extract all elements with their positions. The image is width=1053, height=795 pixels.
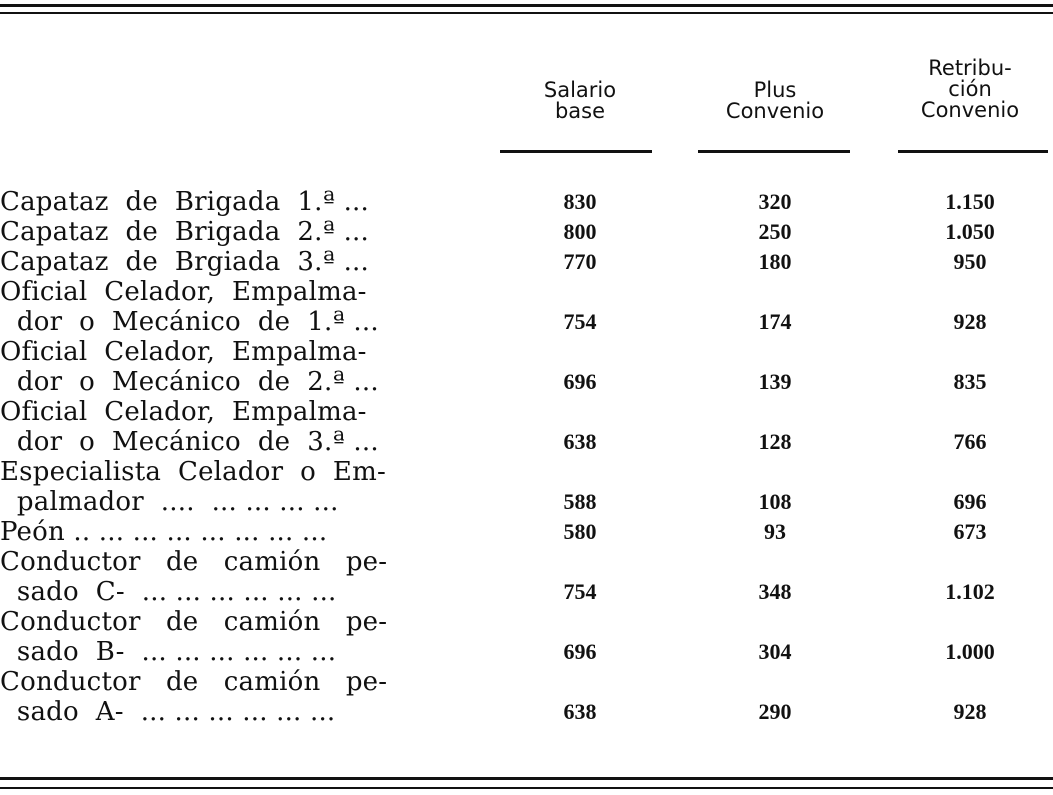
row-value: 290 bbox=[758, 699, 792, 724]
row-value: 754 bbox=[563, 579, 597, 604]
row-value: 638 bbox=[563, 699, 597, 724]
row-label: Oficial Celador, Empalma- bbox=[0, 397, 367, 427]
row-value: 108 bbox=[758, 489, 792, 514]
header-underline-col3 bbox=[898, 150, 1048, 153]
header-line: Salario bbox=[543, 78, 617, 102]
table-row-line bbox=[0, 427, 1053, 457]
row-value: 770 bbox=[563, 249, 597, 274]
row-value: 93 bbox=[764, 519, 786, 544]
row-label: sado B- ... ... ... ... ... ... bbox=[0, 637, 337, 667]
table-row-line bbox=[0, 307, 1053, 337]
header-line: base bbox=[554, 99, 606, 123]
row-label: Capataz de Brigada 2.ª ... bbox=[0, 217, 369, 247]
header-line: Convenio bbox=[920, 98, 1020, 122]
row-label: Capataz de Brigada 1.ª ... bbox=[0, 187, 369, 217]
table-row-line bbox=[0, 457, 1053, 487]
row-value: 348 bbox=[758, 579, 792, 604]
row-label: Oficial Celador, Empalma- bbox=[0, 277, 367, 307]
row-value: 696 bbox=[953, 489, 987, 514]
row-value: 320 bbox=[758, 189, 792, 214]
table-row-line bbox=[0, 577, 1053, 607]
header-underline-col1 bbox=[500, 150, 652, 153]
row-label: Oficial Celador, Empalma- bbox=[0, 337, 367, 367]
row-value: 673 bbox=[953, 519, 987, 544]
row-value: 1.050 bbox=[945, 219, 995, 244]
row-value: 928 bbox=[953, 699, 987, 724]
table-row-line bbox=[0, 277, 1053, 307]
table-row-line bbox=[0, 547, 1053, 577]
table-row-line bbox=[0, 667, 1053, 697]
header-retribucion-convenio bbox=[900, 58, 1040, 121]
top-rule-thick bbox=[0, 4, 1053, 7]
row-value: 638 bbox=[563, 429, 597, 454]
table-row-line bbox=[0, 247, 1053, 277]
bottom-rule-thick bbox=[0, 777, 1053, 780]
header-line: Plus bbox=[753, 78, 797, 102]
row-value: 174 bbox=[758, 309, 792, 334]
row-label: dor o Mecánico de 1.ª ... bbox=[0, 307, 379, 337]
table-row-line bbox=[0, 367, 1053, 397]
row-value: 180 bbox=[758, 249, 792, 274]
row-label: dor o Mecánico de 3.ª ... bbox=[0, 427, 379, 457]
header-plus-convenio bbox=[705, 80, 845, 122]
row-label: Especialista Celador o Em- bbox=[0, 457, 386, 487]
row-value: 1.150 bbox=[945, 189, 995, 214]
row-value: 250 bbox=[758, 219, 792, 244]
row-value: 754 bbox=[563, 309, 597, 334]
row-value: 128 bbox=[758, 429, 792, 454]
row-value: 696 bbox=[563, 369, 597, 394]
bottom-rule-thin bbox=[0, 787, 1053, 789]
row-label: Conductor de camión pe- bbox=[0, 667, 388, 697]
table-row-line bbox=[0, 487, 1053, 517]
row-value: 830 bbox=[563, 189, 597, 214]
table-row-line bbox=[0, 217, 1053, 247]
table-row-line bbox=[0, 637, 1053, 667]
row-label: dor o Mecánico de 2.ª ... bbox=[0, 367, 379, 397]
table-row-line bbox=[0, 607, 1053, 637]
row-label: palmador .... ... ... ... ... bbox=[0, 487, 339, 517]
row-value: 696 bbox=[563, 639, 597, 664]
row-label: Conductor de camión pe- bbox=[0, 607, 388, 637]
table-row-line bbox=[0, 517, 1053, 547]
header-underline-col2 bbox=[698, 150, 850, 153]
row-value: 835 bbox=[953, 369, 987, 394]
header-salario-base bbox=[530, 80, 630, 122]
row-value: 1.102 bbox=[945, 579, 995, 604]
row-value: 928 bbox=[953, 309, 987, 334]
row-label: sado A- ... ... ... ... ... ... bbox=[0, 697, 336, 727]
row-value: 766 bbox=[953, 429, 987, 454]
row-label: Capataz de Brgiada 3.ª ... bbox=[0, 247, 369, 277]
table-row-line bbox=[0, 187, 1053, 217]
header-line: Retribu- bbox=[928, 56, 1012, 80]
row-value: 139 bbox=[758, 369, 792, 394]
table-row-line bbox=[0, 337, 1053, 367]
row-label: Conductor de camión pe- bbox=[0, 547, 388, 577]
header-line: Convenio bbox=[725, 99, 825, 123]
header-line: ción bbox=[948, 77, 992, 101]
table-row-line bbox=[0, 697, 1053, 727]
row-value: 580 bbox=[563, 519, 597, 544]
top-rule-thin bbox=[0, 12, 1053, 14]
table-row-line bbox=[0, 397, 1053, 427]
row-value: 1.000 bbox=[945, 639, 995, 664]
row-value: 304 bbox=[758, 639, 792, 664]
row-label: Peón .. ... ... ... ... ... ... ... bbox=[0, 517, 328, 547]
row-value: 588 bbox=[563, 489, 597, 514]
row-value: 950 bbox=[953, 249, 987, 274]
row-value: 800 bbox=[563, 219, 597, 244]
row-label: sado C- ... ... ... ... ... ... bbox=[0, 577, 337, 607]
